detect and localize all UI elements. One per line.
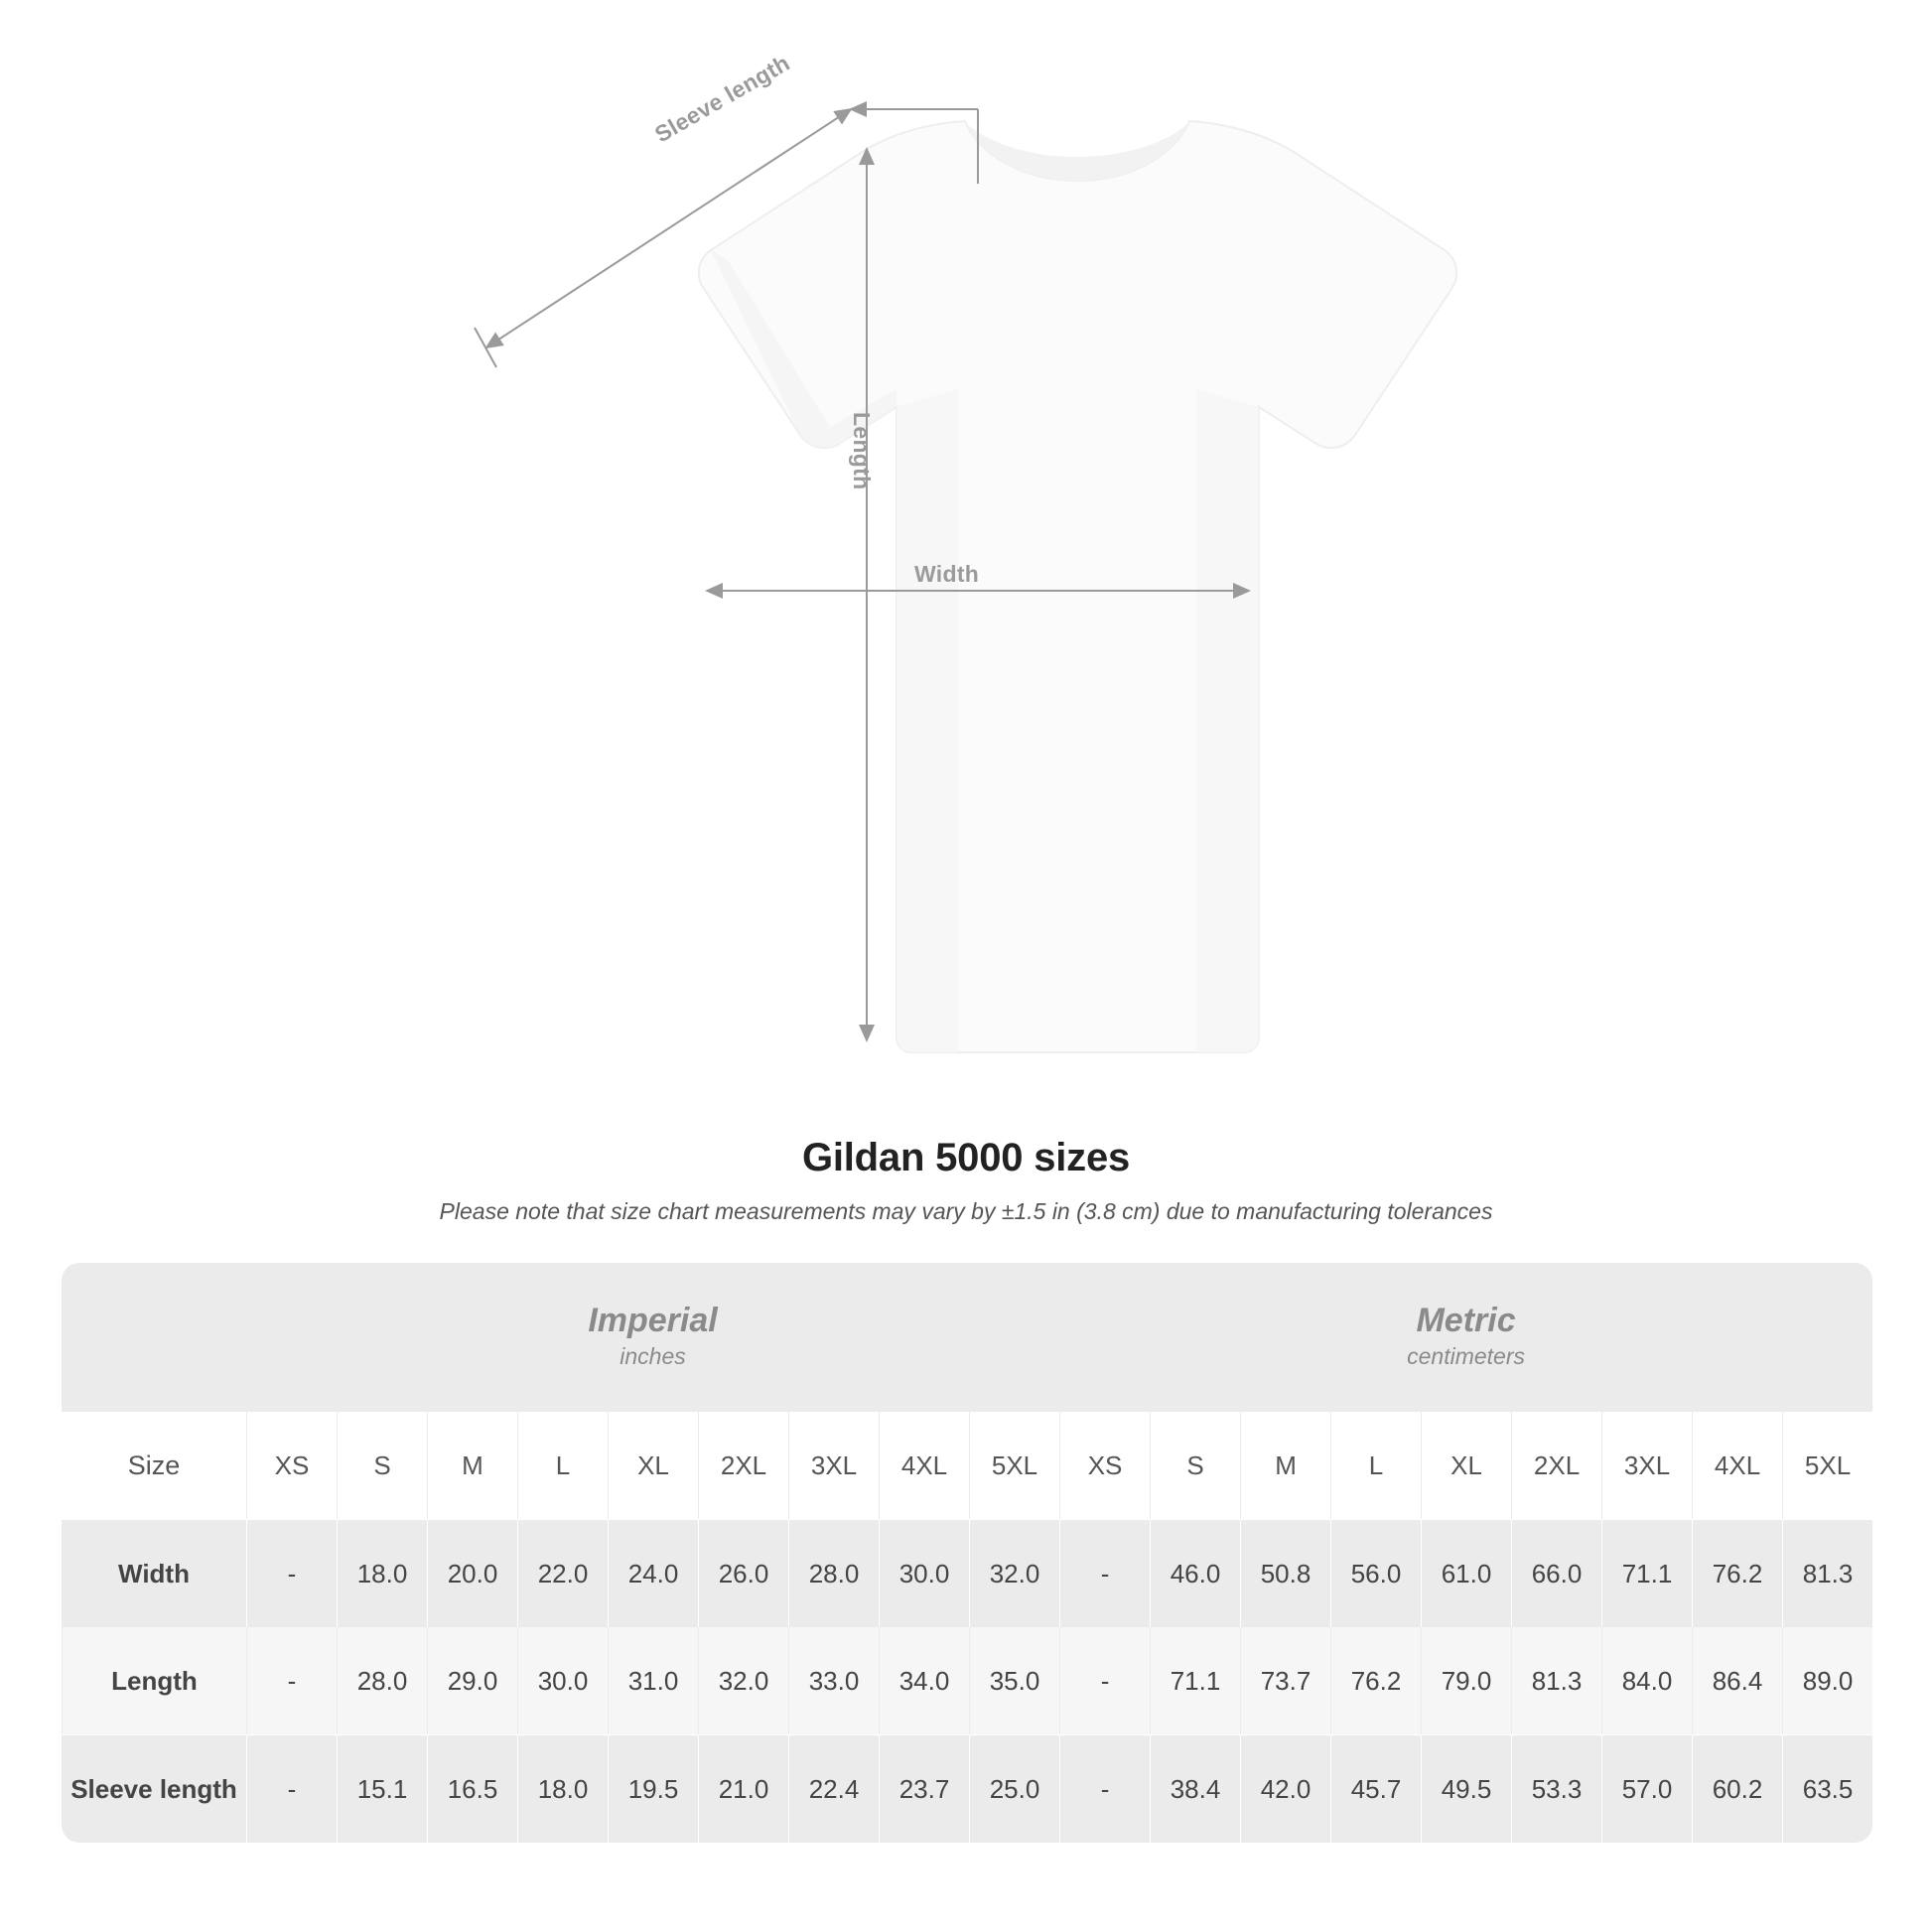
cell: 57.0	[1601, 1734, 1692, 1843]
cell: 32.0	[698, 1627, 788, 1734]
cell: 22.0	[517, 1519, 608, 1627]
size-header-cell: M	[1240, 1412, 1330, 1519]
cell: -	[1059, 1519, 1150, 1627]
size-header-cell: L	[1330, 1412, 1421, 1519]
cell: 76.2	[1330, 1627, 1421, 1734]
unit-header-metric	[1059, 1263, 1872, 1412]
cell: 20.0	[427, 1519, 517, 1627]
unit-imperial-sub: inches	[620, 1343, 686, 1370]
cell: 63.5	[1782, 1734, 1872, 1843]
cell: 30.0	[879, 1519, 969, 1627]
cell: 66.0	[1511, 1519, 1601, 1627]
cell: 79.0	[1421, 1627, 1511, 1734]
table-row	[62, 1519, 1872, 1627]
size-header-cell: S	[337, 1412, 427, 1519]
size-table	[62, 1263, 1872, 1843]
unit-header-blank	[62, 1263, 246, 1412]
unit-metric-name: Metric	[1416, 1302, 1516, 1340]
width-label: Width	[914, 561, 980, 587]
cell: 28.0	[337, 1627, 427, 1734]
cell: 49.5	[1421, 1734, 1511, 1843]
cell: 71.1	[1150, 1627, 1240, 1734]
unit-header-row	[62, 1263, 1872, 1412]
page-title: Gildan 5000 sizes	[801, 1136, 1131, 1179]
cell: 46.0	[1150, 1519, 1240, 1627]
cell: 73.7	[1240, 1627, 1330, 1734]
cell: 89.0	[1782, 1627, 1872, 1734]
cell: 61.0	[1421, 1519, 1511, 1627]
size-header-cell: 2XL	[698, 1412, 788, 1519]
row-label-length: Length	[62, 1627, 246, 1734]
cell: 18.0	[517, 1734, 608, 1843]
size-header-cell: 3XL	[1601, 1412, 1692, 1519]
cell: 29.0	[427, 1627, 517, 1734]
cell: 25.0	[969, 1734, 1059, 1843]
cell: 53.3	[1511, 1734, 1601, 1843]
table-row	[62, 1627, 1872, 1734]
cell: 42.0	[1240, 1734, 1330, 1843]
cell: 81.3	[1782, 1519, 1872, 1627]
cell: 24.0	[608, 1519, 698, 1627]
cell: -	[1059, 1627, 1150, 1734]
cell: 84.0	[1601, 1627, 1692, 1734]
size-header-cell: M	[427, 1412, 517, 1519]
cell: 28.0	[788, 1519, 879, 1627]
row-label-width: Width	[62, 1519, 246, 1627]
unit-header-imperial	[246, 1263, 1059, 1412]
cell: 33.0	[788, 1627, 879, 1734]
cell: 32.0	[969, 1519, 1059, 1627]
unit-imperial-name: Imperial	[588, 1302, 718, 1340]
cell: 22.4	[788, 1734, 879, 1843]
size-header-cell: XS	[1059, 1412, 1150, 1519]
cell: 31.0	[608, 1627, 698, 1734]
cell: 71.1	[1601, 1519, 1692, 1627]
size-header-cell: L	[517, 1412, 608, 1519]
cell: -	[246, 1734, 337, 1843]
cell: 56.0	[1330, 1519, 1421, 1627]
cell: 86.4	[1692, 1627, 1782, 1734]
tolerance-note: Please note that size chart measurements may vary by ±1.5 in (3.8 cm) due to manufacturing tolerances	[439, 1198, 1493, 1224]
cell: 19.5	[608, 1734, 698, 1843]
cell: -	[246, 1519, 337, 1627]
cell: 60.2	[1692, 1734, 1782, 1843]
sleeve-length-label: Sleeve length	[650, 49, 794, 148]
size-header-cell: XL	[608, 1412, 698, 1519]
unit-metric-sub: centimeters	[1407, 1343, 1525, 1370]
title-block	[0, 1136, 1932, 1225]
size-header-cell: S	[1150, 1412, 1240, 1519]
size-header-row	[62, 1412, 1872, 1519]
length-label: Length	[849, 412, 875, 490]
tshirt-shape	[699, 121, 1456, 1052]
table-row	[62, 1734, 1872, 1843]
cell: 18.0	[337, 1519, 427, 1627]
size-table-wrapper	[62, 1263, 1870, 1843]
cell: 23.7	[879, 1734, 969, 1843]
size-header-cell: 2XL	[1511, 1412, 1601, 1519]
cell: -	[246, 1627, 337, 1734]
cell: 76.2	[1692, 1519, 1782, 1627]
cell: 81.3	[1511, 1627, 1601, 1734]
cell: 15.1	[337, 1734, 427, 1843]
size-header-cell: 3XL	[788, 1412, 879, 1519]
cell: 45.7	[1330, 1734, 1421, 1843]
size-header-cell: XS	[246, 1412, 337, 1519]
cell: 26.0	[698, 1519, 788, 1627]
cell: 34.0	[879, 1627, 969, 1734]
size-header-cell: 5XL	[1782, 1412, 1872, 1519]
cell: 38.4	[1150, 1734, 1240, 1843]
cell: 35.0	[969, 1627, 1059, 1734]
cell: 16.5	[427, 1734, 517, 1843]
size-header-cell: 5XL	[969, 1412, 1059, 1519]
cell: 30.0	[517, 1627, 608, 1734]
row-label-sleeve-length: Sleeve length	[62, 1734, 246, 1843]
cell: 50.8	[1240, 1519, 1330, 1627]
size-header-label: Size	[62, 1412, 246, 1519]
size-header-cell: XL	[1421, 1412, 1511, 1519]
size-header-cell: 4XL	[879, 1412, 969, 1519]
size-header-cell: 4XL	[1692, 1412, 1782, 1519]
cell: -	[1059, 1734, 1150, 1843]
cell: 21.0	[698, 1734, 788, 1843]
